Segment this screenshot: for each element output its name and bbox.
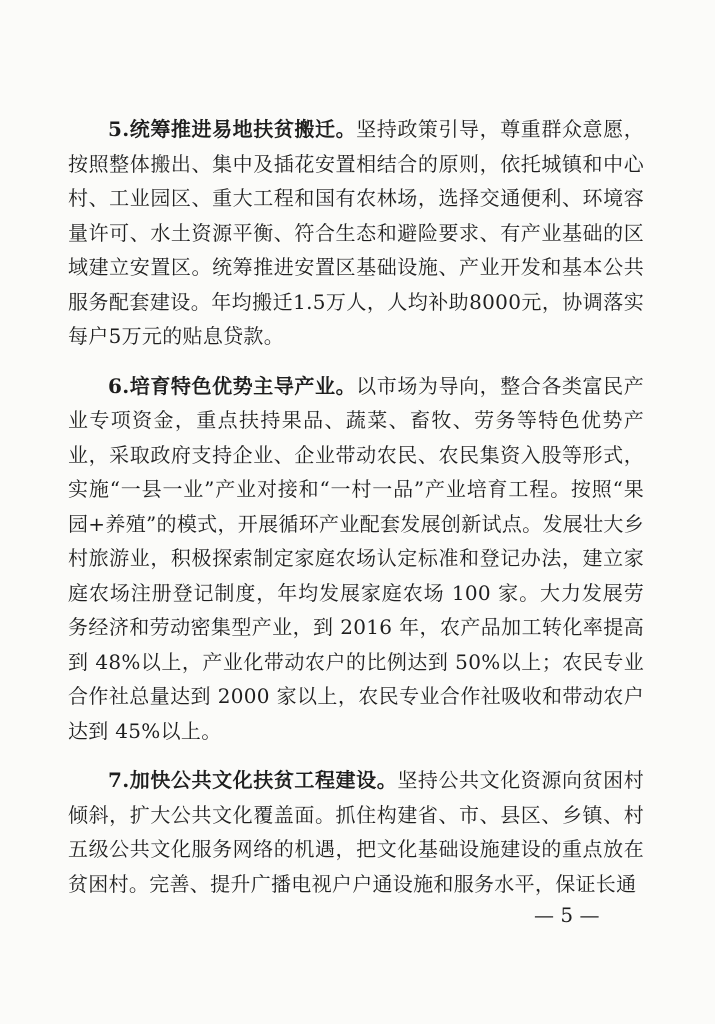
paragraph-text: 坚持公共文化资源向贫困村倾斜，扩大公共文化覆盖面。抓住构建省、市、县区、乡镇、村五级公共文化服务网络的机遇，把文化基础设施建设的重点放在贫困村。完善、提升广播电视户户通设施和服务水平，保证长通 xyxy=(68,768,644,896)
paragraph-6 xyxy=(68,369,644,749)
paragraph-heading: 6.培育特色优势主导产业。 xyxy=(108,373,357,398)
page-number: — 5 — xyxy=(534,903,600,927)
document-body xyxy=(68,112,644,916)
paragraph-text: 以市场为导向，整合各类富民产业专项资金，重点扶持果品、蔬菜、畜牧、劳务等特色优势产业，采取政府支持企业、企业带动农民、农民集资入股等形式，实施“一县一业”产业对接和“一村一品”产业培育工程。按照“果园+养殖”的模式，开展循环产业配套发展创新试点。发展壮大乡村旅游业，积极探索制定家庭农场认定标准和登记办法，建立家庭农场注册登记制度，年均发展家庭农场 100 家。大力发展劳务经济和劳动密集型产业，到 2016 年，农产品加工转化率提高到 48%以上，产业化带动农户的比例达到 50%以上；农民专业合作社总量达到 2000 家以上，农民专业合作社吸收和带动农户达到 45%以上。 xyxy=(68,373,645,743)
paragraph-5 xyxy=(68,112,644,354)
paragraph-text: 坚持政策引导，尊重群众意愿，按照整体搬出、集中及插花安置相结合的原则，依托城镇和中心村、工业园区、重大工程和国有农林场，选择交通便利、环境容量许可、水土资源平衡、符合生态和避险要求、有产业基础的区域建立安置区。统筹推进安置区基础设施、产业开发和基本公共服务配套建设。年均搬迁1.5万人，人均补助8000元，协调落实每户5万元的贴息贷款。 xyxy=(68,117,645,348)
paragraph-heading: 5.统筹推进易地扶贫搬迁。 xyxy=(108,117,357,141)
paragraph-heading: 7.加快公共文化扶贫工程建设。 xyxy=(108,768,398,792)
paragraph-7 xyxy=(68,763,644,901)
